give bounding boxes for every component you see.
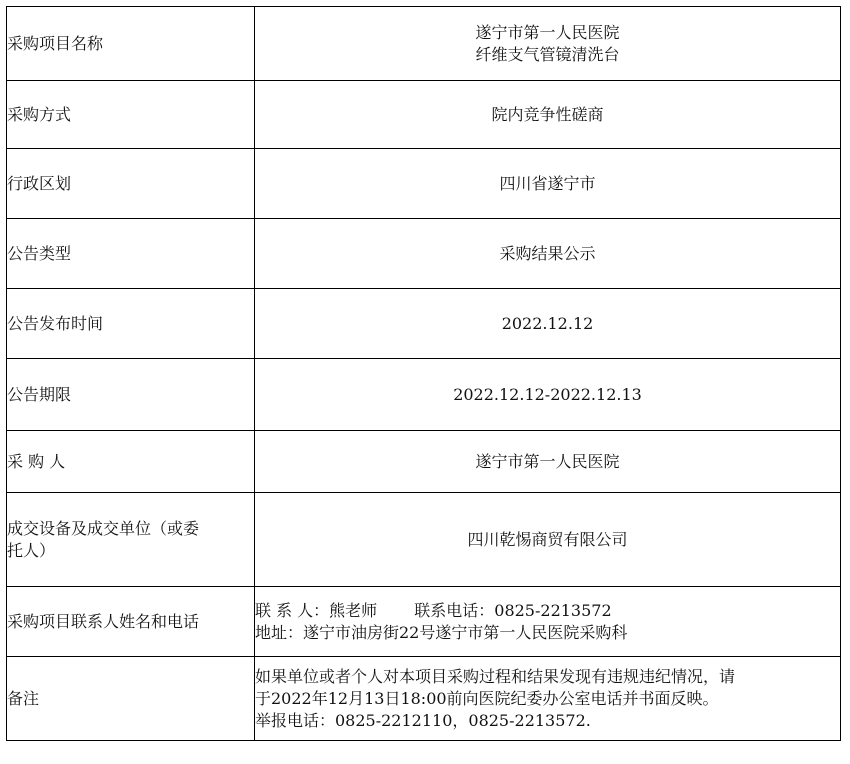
project-name-line-1: 遂宁市第一人民医院 [475, 22, 620, 42]
table-row [7, 493, 841, 587]
winning-supplier-value: 四川乾惕商贸有限公司 [255, 493, 841, 587]
region-value: 四川省遂宁市 [255, 149, 841, 219]
table-row [7, 7, 841, 81]
remarks-value [255, 657, 841, 741]
table-row [7, 289, 841, 359]
procurement-method-value: 院内竞争性磋商 [255, 81, 841, 149]
table-row [7, 149, 841, 219]
remarks-line-3: 举报电话：0825-2212110，0825-2213572. [255, 710, 591, 730]
publish-time-label: 公告发布时间 [7, 289, 255, 359]
table-row [7, 431, 841, 493]
winning-supplier-label-line-1: 成交设备及成交单位（或委 [7, 518, 200, 538]
remarks-line-2: 于2022年12月13日18:00前向医院纪委办公室电话并书面反映。 [255, 688, 719, 708]
procurement-method-label: 采购方式 [7, 81, 255, 149]
contact-label: 采购项目联系人姓名和电话 [7, 587, 255, 657]
table-row [7, 359, 841, 431]
notice-type-value: 采购结果公示 [255, 219, 841, 289]
region-label: 行政区划 [7, 149, 255, 219]
notice-period-label: 公告期限 [7, 359, 255, 431]
procurement-notice-sheet [6, 6, 841, 741]
purchaser-label: 采 购 人 [7, 431, 255, 493]
project-name-value [255, 7, 841, 81]
notice-period-value: 2022.12.12-2022.12.13 [255, 359, 841, 431]
table-row [7, 587, 841, 657]
project-name-line-2: 纤维支气管镜清洗台 [475, 44, 620, 64]
remarks-label: 备注 [7, 657, 255, 741]
publish-time-value: 2022.12.12 [255, 289, 841, 359]
contact-value [255, 587, 841, 657]
procurement-info-table [6, 6, 841, 741]
purchaser-value: 遂宁市第一人民医院 [255, 431, 841, 493]
winning-supplier-label-line-2: 托人） [7, 540, 56, 560]
table-row [7, 657, 841, 741]
table-row [7, 81, 841, 149]
winning-supplier-label [7, 493, 255, 587]
contact-line-2: 地址：遂宁市油房街22号遂宁市第一人民医院采购科 [255, 622, 628, 642]
notice-type-label: 公告类型 [7, 219, 255, 289]
table-row [7, 219, 841, 289]
project-name-label: 采购项目名称 [7, 7, 255, 81]
contact-line-1: 联 系 人：熊老师 联系电话：0825-2213572 [255, 600, 612, 620]
remarks-line-1: 如果单位或者个人对本项目采购过程和结果发现有违规违纪情况，请 [255, 666, 736, 686]
